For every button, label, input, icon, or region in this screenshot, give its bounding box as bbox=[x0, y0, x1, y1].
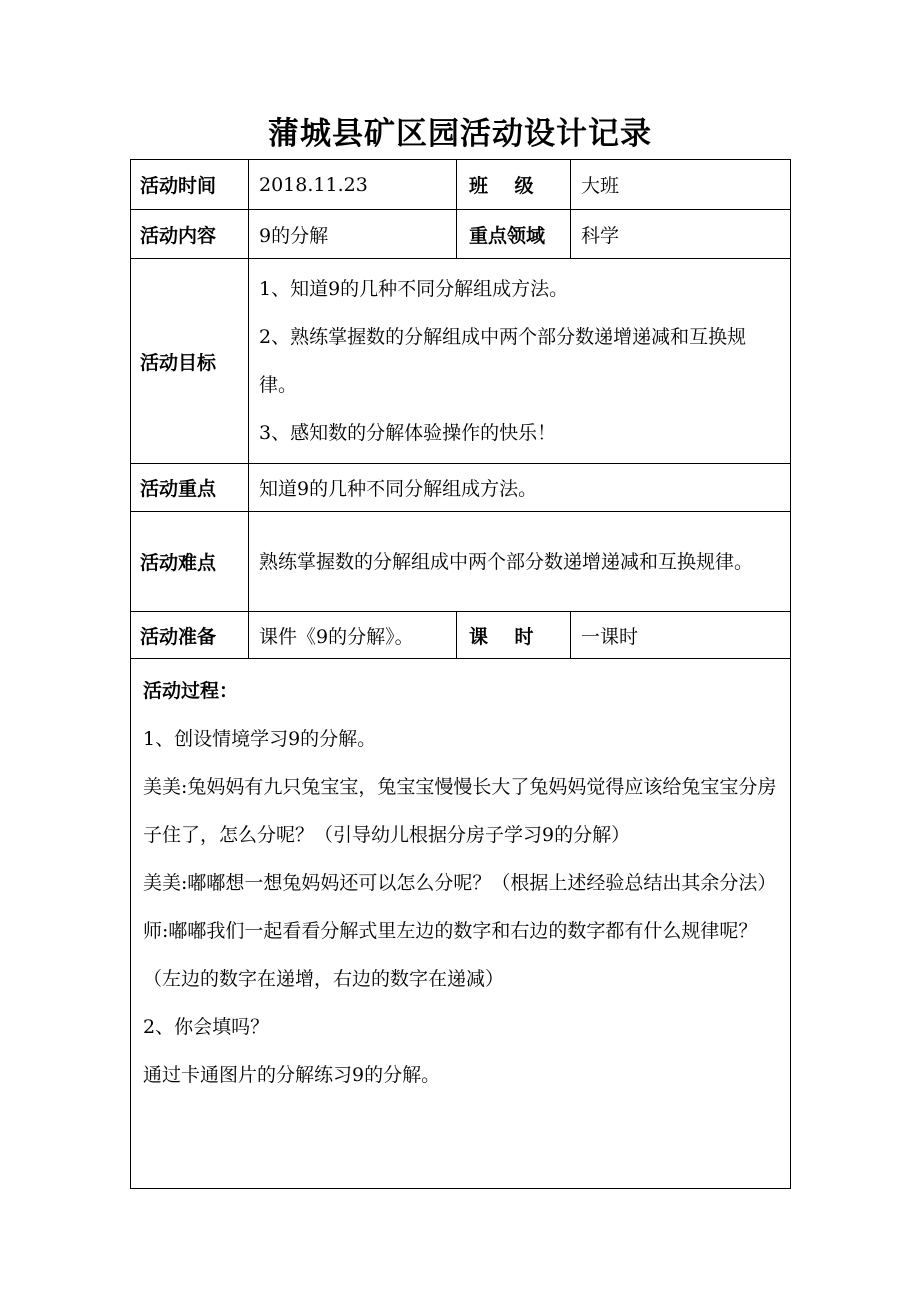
value-key-field: 科学 bbox=[571, 210, 791, 259]
label-difficulty: 活动难点 bbox=[131, 512, 249, 612]
process-heading: 活动过程： bbox=[143, 680, 239, 702]
label-activity-time: 活动时间 bbox=[131, 160, 249, 210]
value-class-hours: 一课时 bbox=[571, 612, 791, 659]
page-title: 蒲城县矿区园活动设计记录 bbox=[268, 116, 652, 152]
row-key-point bbox=[131, 464, 791, 512]
value-difficulty bbox=[249, 512, 791, 612]
row-difficulty bbox=[131, 512, 791, 612]
goal-item: 2、熟练掌握数的分解组成中两个部分数递增递减和互换规律。 bbox=[259, 326, 747, 396]
value-class: 大班 bbox=[571, 160, 791, 210]
label-preparation: 活动准备 bbox=[131, 612, 249, 659]
process-line: 美美:兔妈妈有九只兔宝宝，兔宝宝慢慢长大了兔妈妈觉得应该给兔宝宝分房子住了，怎么分呢？（引导幼儿根据分房子学习9的分解） bbox=[143, 776, 777, 846]
goal-item: 1、知道9的几种不同分解组成方法。 bbox=[259, 278, 569, 300]
label-activity-goals: 活动目标 bbox=[131, 259, 249, 464]
label-key-field: 重点领域 bbox=[457, 210, 571, 259]
activity-record-table bbox=[130, 159, 791, 1189]
process-line: 美美:嘟嘟想一想兔妈妈还可以怎么分呢？（根据上述经验总结出其余分法） bbox=[143, 872, 777, 894]
value-activity-time: 2018.11.23 bbox=[249, 160, 457, 210]
row-activity-content bbox=[131, 210, 791, 259]
value-activity-content: 9的分解 bbox=[249, 210, 457, 259]
label-activity-content: 活动内容 bbox=[131, 210, 249, 259]
process-line: 师:嘟嘟我们一起看看分解式里左边的数字和右边的数字都有什么规律呢？（左边的数字在递增，右边的数字在递减） bbox=[143, 920, 758, 990]
activity-process-cell bbox=[131, 659, 791, 1189]
process-line: 2、你会填吗？ bbox=[143, 1016, 270, 1038]
process-line: 1、创设情境学习9的分解。 bbox=[143, 728, 377, 750]
value-key-point: 知道9的几种不同分解组成方法。 bbox=[249, 464, 791, 512]
goal-item: 3、感知数的分解体验操作的快乐！ bbox=[259, 422, 557, 444]
row-activity-goals bbox=[131, 259, 791, 464]
label-class: 班 级 bbox=[457, 160, 571, 210]
label-key-point: 活动重点 bbox=[131, 464, 249, 512]
value-preparation: 课件《9的分解》。 bbox=[249, 612, 457, 659]
difficulty-text: 熟练掌握数的分解组成中两个部分数递增递减和互换规律。 bbox=[259, 550, 754, 573]
label-class-hours: 课 时 bbox=[457, 612, 571, 659]
row-activity-time bbox=[131, 160, 791, 210]
row-activity-process bbox=[131, 659, 791, 1189]
process-line: 通过卡通图片的分解练习9的分解。 bbox=[143, 1064, 441, 1086]
value-activity-goals bbox=[249, 259, 791, 464]
row-preparation bbox=[131, 612, 791, 659]
